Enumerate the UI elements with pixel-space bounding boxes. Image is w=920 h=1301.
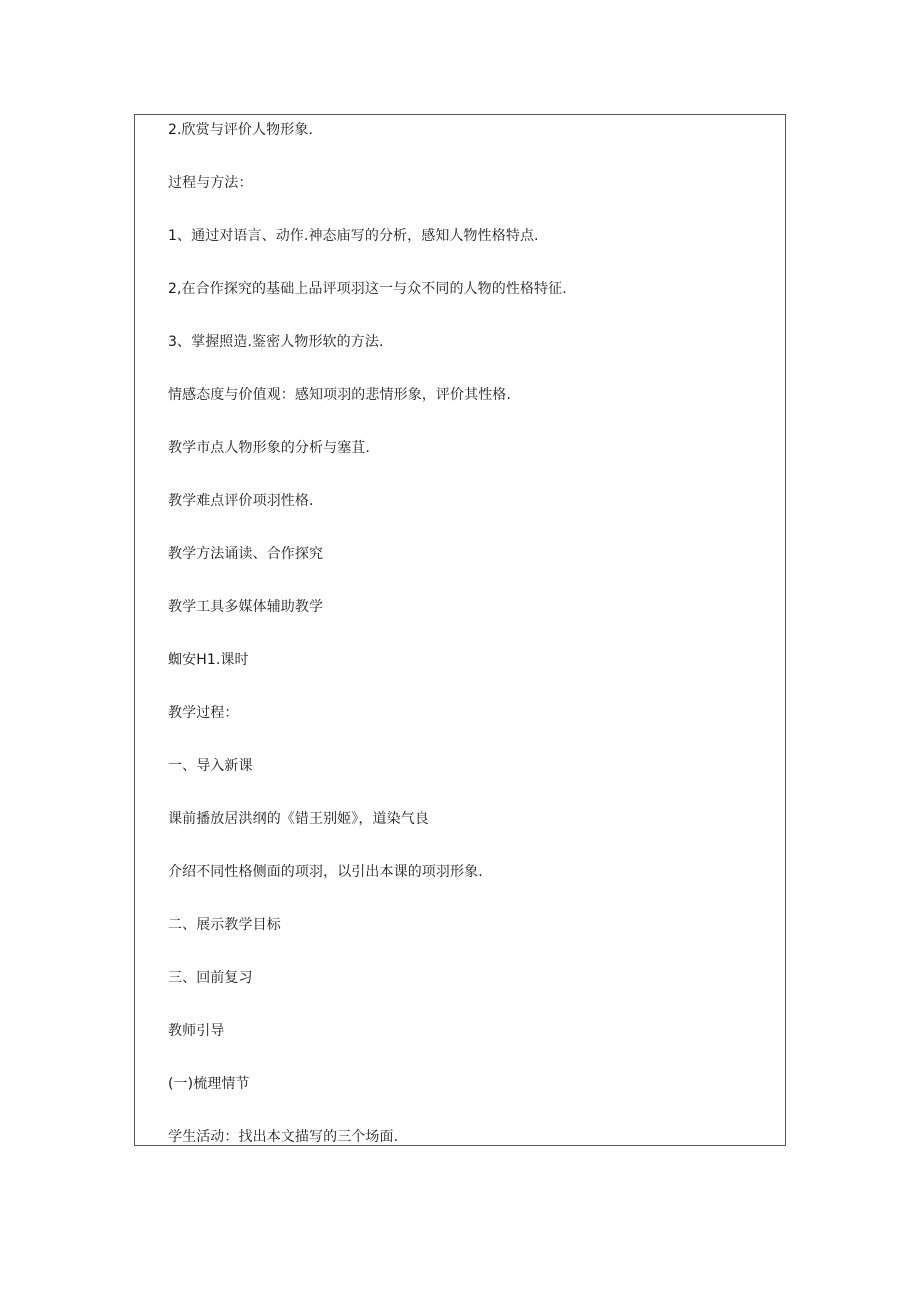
- text-line-11: 蜘安H1.课时: [168, 652, 249, 668]
- text-line-9: 教学方法诵读、合作探究: [168, 546, 324, 562]
- text-line-12: 教学过程：: [168, 705, 239, 721]
- document-frame: [134, 114, 786, 1146]
- text-line-13: 一、导入新课: [168, 758, 253, 774]
- text-line-4: 2,在合作探究的基础上品评项羽这一与众不同的人物的性格特征.: [168, 281, 567, 297]
- text-line-3: 1、通过对语言、动作.神态庙写的分析，感知人物性格特点.: [168, 228, 539, 244]
- text-line-20: 学生活动：找出本文描写的三个场面.: [168, 1129, 399, 1145]
- text-line-16: 二、展示教学目标: [168, 917, 281, 933]
- text-line-10: 教学工具多媒体辅助教学: [168, 599, 324, 615]
- text-line-7: 教学市点人物形象的分析与塞苴.: [168, 440, 370, 456]
- text-line-6: 情感态度与价值观：感知项羽的悲情形象，评价其性格.: [168, 387, 511, 403]
- text-line-17: 三、回前复习: [168, 970, 253, 986]
- text-line-1: 2.欣赏与评价人物形象.: [168, 122, 314, 138]
- text-line-5: 3、掌握照造.鉴密人物形软的方法.: [168, 334, 384, 350]
- text-line-2: 过程与方法：: [168, 175, 253, 191]
- text-line-15: 介绍不同性格侧面的项羽，以引出本课的项羽形象.: [168, 864, 483, 880]
- text-line-8: 教学难点评价项羽性格.: [168, 493, 314, 509]
- text-line-19: (一)梳理情节: [168, 1076, 250, 1092]
- text-line-18: 教师引导: [168, 1023, 225, 1039]
- text-line-14: 课前播放居洪纲的《错王别姬》，道染气良: [168, 811, 429, 827]
